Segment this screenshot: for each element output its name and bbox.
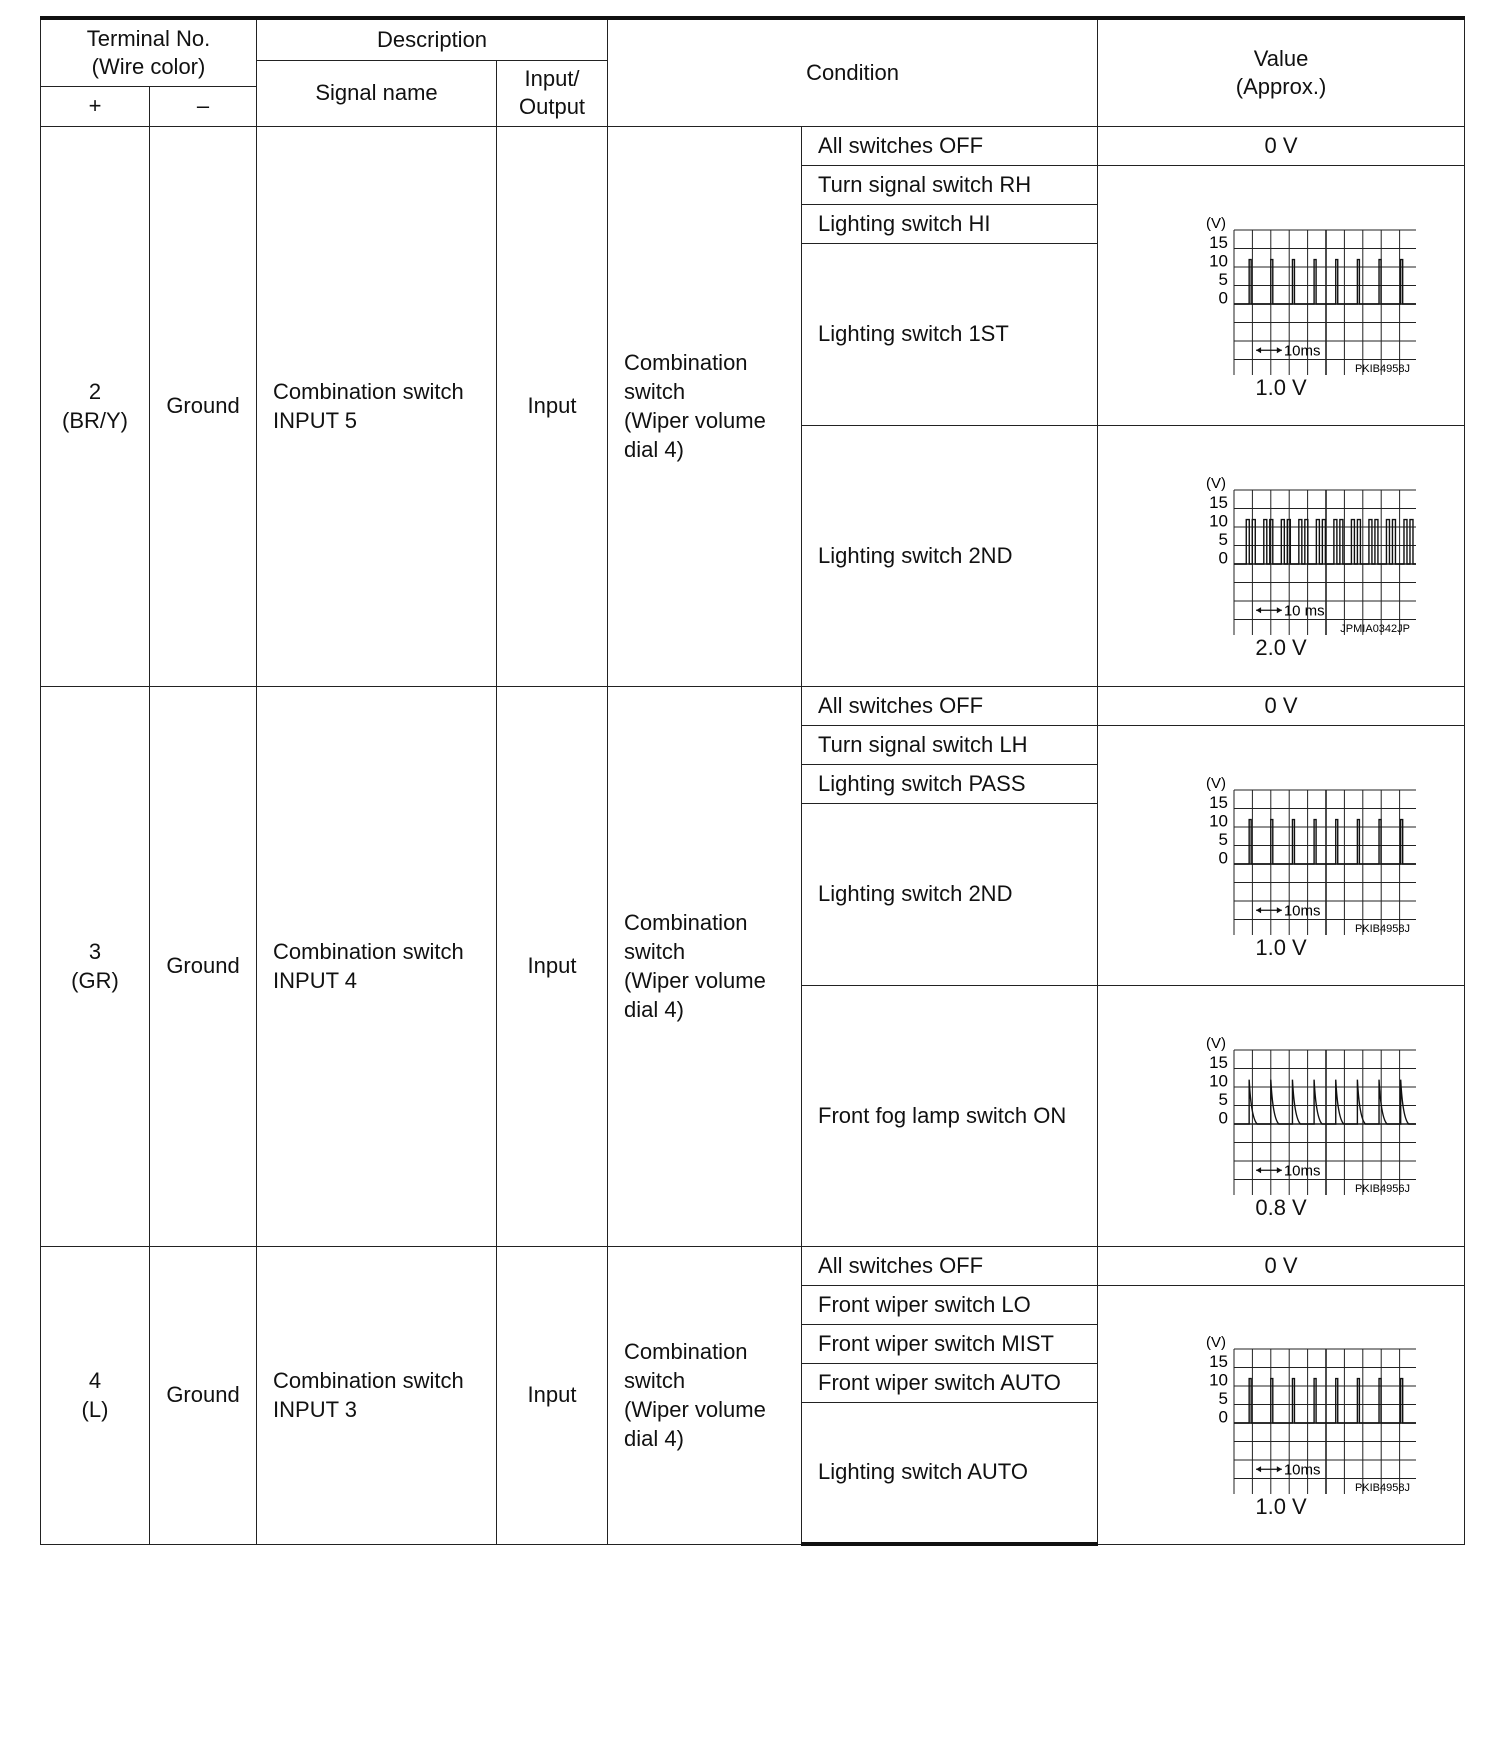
condition-group-cell: [608, 1246, 802, 1544]
condition-cell: Lighting switch 1ST: [802, 243, 1098, 425]
waveform: [1098, 190, 1464, 401]
waveform-y-tick: 15: [1209, 1053, 1229, 1072]
condition-cell: Lighting switch PASS: [802, 764, 1098, 803]
value-cell: 0 V: [1098, 1246, 1465, 1285]
waveform-grid: [1234, 1050, 1416, 1195]
waveform-y-unit: (V): [1206, 1035, 1227, 1052]
waveform-svg: [1146, 1010, 1416, 1195]
terminal-cell: [41, 126, 150, 686]
waveform-y-tick: 5: [1218, 530, 1229, 549]
condition-cell: All switches OFF: [802, 686, 1098, 725]
condition-group-line-2: switch: [624, 379, 686, 404]
waveform-svg: [1146, 450, 1416, 635]
waveform-y-tick: 0: [1218, 848, 1229, 867]
input-output-label-2: Output: [519, 94, 586, 119]
waveform-time-label: 10ms: [1283, 341, 1321, 359]
waveform-cell: [1098, 725, 1465, 985]
waveform-y-tick: 10: [1209, 251, 1229, 270]
ground-cell: Ground: [150, 686, 257, 1246]
waveform-y-tick: 10: [1209, 811, 1229, 830]
terminal-no-label: Terminal No.: [86, 25, 211, 51]
waveform-y-tick: 10: [1209, 1370, 1229, 1390]
waveform-value: 2.0 V: [1255, 635, 1307, 660]
condition-cell: Lighting switch 2ND: [802, 803, 1098, 985]
waveform: [1098, 1010, 1464, 1221]
waveform-time-label: 10ms: [1283, 901, 1321, 919]
condition-group-line-1: Combination: [624, 1339, 748, 1364]
waveform-y-tick: 15: [1209, 1352, 1229, 1371]
wire-color-label: (Wire color): [91, 53, 206, 79]
waveform-y-tick: 0: [1218, 1407, 1229, 1427]
waveform-y-unit: (V): [1206, 1334, 1227, 1351]
condition-group-line-1: Combination: [624, 350, 748, 375]
waveform-y-tick: 5: [1218, 1389, 1229, 1408]
value-label: Value: [1253, 45, 1309, 71]
terminal-number: 2: [88, 379, 102, 404]
condition-cell: Lighting switch 2ND: [802, 425, 1098, 686]
waveform-svg: [1146, 1309, 1416, 1494]
table-row: [41, 686, 1465, 725]
waveform-y-unit: (V): [1206, 774, 1227, 792]
condition-group-line-3: (Wiper volume: [624, 1397, 766, 1422]
condition-cell: All switches OFF: [802, 1246, 1098, 1285]
waveform-value: 1.0 V: [1255, 934, 1307, 960]
waveform-svg: [1146, 750, 1416, 935]
signal-name-line-1: Combination switch: [273, 939, 464, 964]
condition-cell: Front wiper switch LO: [802, 1285, 1098, 1324]
waveform-figure-code: PKIB4956J: [1355, 1183, 1411, 1195]
condition-group-line-3: (Wiper volume: [624, 408, 766, 433]
waveform-figure-code: PKIB4958J: [1355, 1482, 1411, 1494]
signal-name-line-1: Combination switch: [273, 379, 464, 404]
waveform-trace: [1234, 520, 1416, 564]
waveform-figure-code: PKIB4958J: [1355, 362, 1411, 375]
waveform-grid: [1234, 1349, 1416, 1494]
waveform-cell: [1098, 425, 1465, 686]
value-cell: 0 V: [1098, 126, 1465, 165]
terminal-spec-table: [40, 16, 1465, 1546]
condition-group-cell: [608, 686, 802, 1246]
waveform-y-tick: 10: [1209, 511, 1229, 531]
condition-group-line-2: switch: [624, 1368, 686, 1393]
ground-cell: Ground: [150, 126, 257, 686]
waveform-value: 1.0 V: [1255, 374, 1307, 400]
table-row: [41, 126, 1465, 165]
condition-cell: Front fog lamp switch ON: [802, 985, 1098, 1246]
signal-name-cell: [257, 126, 497, 686]
io-cell: Input: [497, 686, 608, 1246]
terminal-cell: [41, 1246, 150, 1544]
signal-name-line-2: INPUT 4: [273, 968, 357, 993]
value-cell: 0 V: [1098, 686, 1465, 725]
waveform-trace: [1234, 1080, 1416, 1124]
waveform-y-unit: (V): [1206, 214, 1227, 232]
waveform-cell: [1098, 165, 1465, 425]
signal-name-line-1: Combination switch: [273, 1368, 464, 1393]
waveform-y-tick: 5: [1218, 269, 1229, 289]
signal-name-header: Signal name: [257, 60, 497, 126]
condition-cell: Turn signal switch LH: [802, 725, 1098, 764]
input-output-header: [497, 60, 608, 126]
signal-name-line-2: INPUT 5: [273, 408, 357, 433]
io-cell: Input: [497, 126, 608, 686]
waveform-y-tick: 5: [1218, 829, 1229, 849]
waveform-time-label: 10ms: [1283, 1461, 1321, 1479]
terminal-number: 4: [88, 1368, 102, 1393]
waveform-time-label: 10 ms: [1283, 602, 1325, 620]
condition-group-line-1: Combination: [624, 910, 748, 935]
waveform-value: 1.0 V: [1255, 1494, 1307, 1519]
ground-cell: Ground: [150, 1246, 257, 1544]
condition-group-line-2: switch: [624, 939, 686, 964]
condition-cell: Lighting switch AUTO: [802, 1402, 1098, 1544]
condition-cell: Front wiper switch MIST: [802, 1324, 1098, 1363]
signal-name-cell: [257, 686, 497, 1246]
condition-group-line-3: (Wiper volume: [624, 968, 766, 993]
terminal-number: 3: [88, 939, 102, 964]
table-row: [41, 1246, 1465, 1285]
value-header: [1098, 18, 1465, 126]
wire-color: (L): [81, 1397, 109, 1422]
waveform-grid: [1234, 230, 1416, 375]
condition-group-line-4: dial 4): [624, 997, 684, 1022]
waveform-value: 0.8 V: [1255, 1195, 1307, 1220]
io-cell: Input: [497, 1246, 608, 1544]
input-output-label-1: Input/: [524, 66, 580, 91]
waveform: [1098, 1309, 1464, 1520]
waveform-figure-code: PKIB4958J: [1355, 922, 1411, 935]
condition-header: Condition: [608, 18, 1098, 126]
waveform-y-tick: 15: [1209, 792, 1229, 812]
value-approx-label: (Approx.): [1235, 73, 1327, 99]
waveform-cell: [1098, 985, 1465, 1246]
waveform-y-tick: 5: [1218, 1090, 1229, 1109]
waveform-y-tick: 0: [1218, 1108, 1229, 1128]
waveform-time-label: 10ms: [1283, 1162, 1321, 1180]
waveform-y-tick: 10: [1209, 1071, 1229, 1091]
terminal-no-header: [41, 18, 257, 86]
waveform-y-tick: 15: [1209, 493, 1229, 512]
waveform: [1098, 450, 1464, 661]
waveform-trace: [1234, 819, 1416, 863]
waveform-grid: [1234, 790, 1416, 935]
condition-cell: All switches OFF: [802, 126, 1098, 165]
plus-header: +: [41, 86, 150, 126]
waveform-trace: [1234, 259, 1416, 303]
waveform-figure-code: JPMIA0342JP: [1340, 623, 1411, 635]
condition-group-line-4: dial 4): [624, 1426, 684, 1451]
condition-cell: Lighting switch HI: [802, 204, 1098, 243]
waveform-cell: [1098, 1285, 1465, 1544]
condition-group-cell: [608, 126, 802, 686]
waveform: [1098, 750, 1464, 961]
description-header: Description: [257, 18, 608, 60]
condition-group-line-4: dial 4): [624, 437, 684, 462]
minus-header: –: [150, 86, 257, 126]
terminal-cell: [41, 686, 150, 1246]
waveform-y-tick: 0: [1218, 548, 1229, 568]
signal-name-line-2: INPUT 3: [273, 1397, 357, 1422]
waveform-svg: [1146, 190, 1416, 375]
wire-color: (GR): [71, 968, 119, 993]
waveform-trace: [1234, 1379, 1416, 1423]
waveform-y-unit: (V): [1206, 475, 1227, 492]
condition-cell: Front wiper switch AUTO: [802, 1363, 1098, 1402]
condition-cell: Turn signal switch RH: [802, 165, 1098, 204]
wire-color: (BR/Y): [62, 408, 128, 433]
signal-name-cell: [257, 1246, 497, 1544]
waveform-y-tick: 15: [1209, 232, 1229, 252]
waveform-y-tick: 0: [1218, 288, 1229, 307]
